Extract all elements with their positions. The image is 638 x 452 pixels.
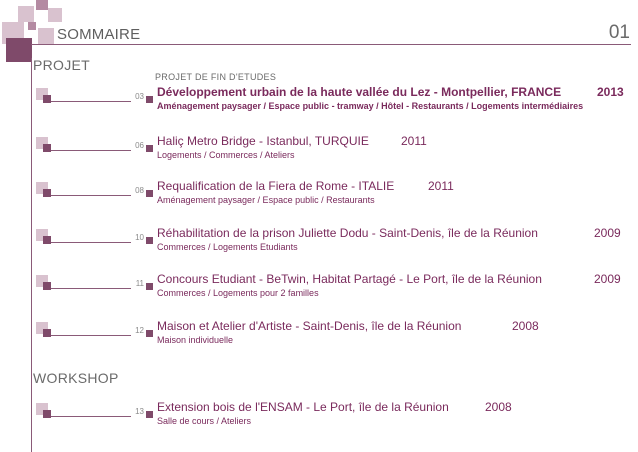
decor-square — [48, 8, 62, 22]
toc-entry[interactable] — [0, 319, 638, 362]
leader-line — [51, 242, 131, 243]
toc-entry[interactable] — [0, 134, 638, 177]
toc-entry[interactable] — [0, 226, 638, 269]
leader-line — [51, 288, 131, 289]
bullet-square — [43, 410, 51, 418]
entry-subtitle: Commerces / Logements pour 2 familles — [157, 288, 319, 298]
entry-page-number: 10 — [135, 233, 144, 242]
bullet-square — [146, 283, 153, 290]
entry-page-number: 11 — [135, 279, 144, 288]
bullet-square — [146, 96, 153, 103]
leader-line — [51, 335, 131, 336]
entry-page-number: 13 — [135, 407, 144, 416]
section-heading-workshop: WORKSHOP — [33, 370, 119, 386]
entry-page-number: 03 — [135, 92, 144, 101]
toc-entry[interactable] — [0, 272, 638, 315]
entry-title: Concours Etudiant - BeTwin, Habitat Partagé - Le Port, île de la Réunion — [157, 272, 542, 286]
entry-year: 2009 — [594, 226, 621, 240]
bullet-square — [43, 282, 51, 290]
bullet-square — [146, 237, 153, 244]
entry-title: Extension bois de l'ENSAM - Le Port, île de la Réunion — [157, 400, 449, 414]
bullet-square — [146, 411, 153, 418]
leader-line — [51, 416, 131, 417]
page-title: SOMMAIRE — [57, 26, 141, 43]
entry-subtitle: Salle de cours / Ateliers — [157, 416, 252, 426]
entry-year: 2009 — [594, 272, 621, 286]
toc-entry[interactable] — [0, 400, 638, 443]
entry-page-number: 06 — [135, 141, 144, 150]
entry-title: Développement urbain de la haute vallée du Lez - Montpellier, FRANCE — [157, 85, 562, 99]
toc-entry[interactable] — [0, 85, 638, 128]
entry-title: Requalification de la Fiera de Rome - ITALIE — [157, 179, 395, 193]
decor-square — [28, 22, 36, 30]
entry-year: 2008 — [512, 319, 539, 333]
entry-year: 2011 — [428, 179, 454, 193]
entry-year: 2011 — [401, 134, 427, 148]
entry-year: 2008 — [485, 400, 512, 414]
entry-title: Réhabilitation de la prison Juliette Dodu - Saint-Denis, île de la Réunion — [157, 226, 538, 240]
bullet-square — [43, 95, 51, 103]
bullet-square — [43, 329, 51, 337]
entry-title: Haliç Metro Bridge - Istanbul, TURQUIE — [157, 134, 369, 148]
section-heading-projet: PROJET — [33, 57, 91, 73]
header-rule — [31, 44, 631, 45]
bullet-square — [43, 189, 51, 197]
entry-subtitle: Logements / Commerces / Ateliers — [157, 150, 295, 160]
entry-pretitle: PROJET DE FIN D'ETUDES — [155, 72, 277, 82]
entry-year: 2013 — [597, 85, 624, 99]
bullet-square — [146, 330, 153, 337]
bullet-square — [43, 144, 51, 152]
leader-line — [51, 195, 131, 196]
entry-page-number: 08 — [135, 186, 144, 195]
bullet-square — [43, 236, 51, 244]
leader-line — [51, 150, 131, 151]
decor-square — [18, 6, 34, 22]
entry-subtitle: Maison individuelle — [157, 335, 234, 345]
decor-square — [36, 0, 48, 10]
page-number: 01 — [608, 22, 630, 43]
decor-square — [6, 38, 32, 62]
leader-line — [51, 101, 131, 102]
bullet-square — [146, 190, 153, 197]
entry-subtitle: Aménagement paysager / Espace public / Restaurants — [157, 195, 375, 205]
entry-subtitle: Aménagement paysager / Espace public - tramway / Hôtel - Restaurants / Logements intermédiaires — [157, 101, 584, 111]
entry-page-number: 12 — [135, 326, 144, 335]
bullet-square — [146, 145, 153, 152]
entry-subtitle: Commerces / Logements Etudiants — [157, 242, 298, 252]
decor-square — [38, 28, 54, 44]
toc-entry[interactable] — [0, 179, 638, 222]
entry-title: Maison et Atelier d'Artiste - Saint-Denis, île de la Réunion — [157, 319, 462, 333]
